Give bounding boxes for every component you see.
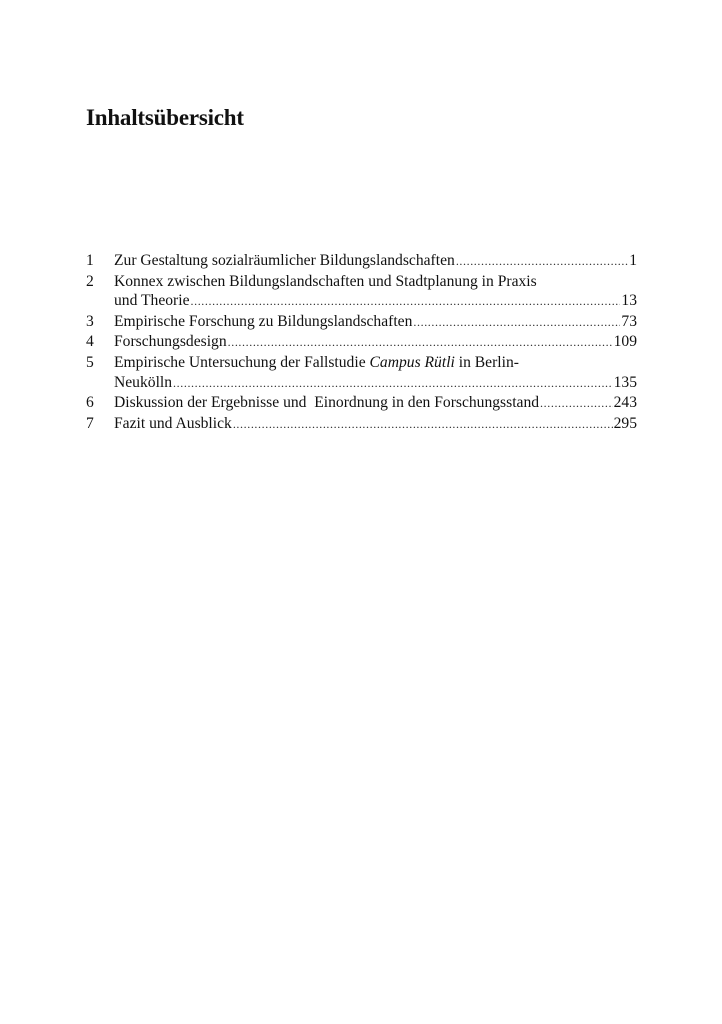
chapter-number: 2 <box>86 272 94 290</box>
page-number: 13 <box>621 292 637 310</box>
chapter-number: 1 <box>86 252 94 269</box>
chapter-number: 6 <box>86 394 94 412</box>
table-of-contents <box>86 251 637 434</box>
page-number: 295 <box>613 414 637 432</box>
chapter-number: 7 <box>86 414 94 432</box>
toc-entry-1[interactable] <box>86 251 637 272</box>
toc-entry-2[interactable] <box>86 272 637 312</box>
chapter-title-part: in Berlin- <box>454 353 519 371</box>
toc-entry-6[interactable] <box>86 393 637 414</box>
page-title: Inhaltsübersicht <box>86 105 244 130</box>
page-number: 243 <box>613 394 637 412</box>
dot-leader <box>228 333 613 353</box>
chapter-number: 5 <box>86 353 94 371</box>
chapter-title: Empirische Forschung zu Bildungslandschaften <box>114 312 413 330</box>
chapter-title-italic: Campus Rütli <box>369 353 455 371</box>
chapter-title: Diskussion der Ergebnisse und Einordnung in den Forschungsstand <box>114 394 540 412</box>
dot-leader <box>413 313 620 333</box>
chapter-title: Forschungsdesign <box>114 333 227 351</box>
dot-leader <box>456 252 628 272</box>
chapter-title: Zur Gestaltung sozialräumlicher Bildungslandschaften <box>114 252 455 269</box>
toc-entry-3[interactable] <box>86 312 637 333</box>
page-number: 109 <box>613 333 637 351</box>
chapter-title: Konnex zwischen Bildungslandschaften und Stadtplanung in Praxis <box>114 272 537 290</box>
page-number: 73 <box>621 312 637 330</box>
dot-leader <box>191 292 621 312</box>
chapter-number: 4 <box>86 333 94 351</box>
toc-entry-7[interactable] <box>86 414 637 435</box>
page-number: 1 <box>629 252 637 269</box>
chapter-title-continued: Neukölln <box>114 373 173 391</box>
chapter-title-part: Empirische Untersuchung der Fallstudie <box>114 353 370 371</box>
dot-leader <box>173 374 613 394</box>
toc-entry-4[interactable] <box>86 332 637 353</box>
toc-entry-5[interactable] <box>86 353 637 393</box>
dot-leader <box>540 394 613 414</box>
chapter-title: Fazit und Ausblick <box>114 414 232 432</box>
chapter-number: 3 <box>86 312 94 330</box>
dot-leader <box>233 415 613 435</box>
chapter-title-continued: und Theorie <box>114 292 190 310</box>
chapter-title <box>114 353 519 373</box>
page-number: 135 <box>613 373 637 391</box>
